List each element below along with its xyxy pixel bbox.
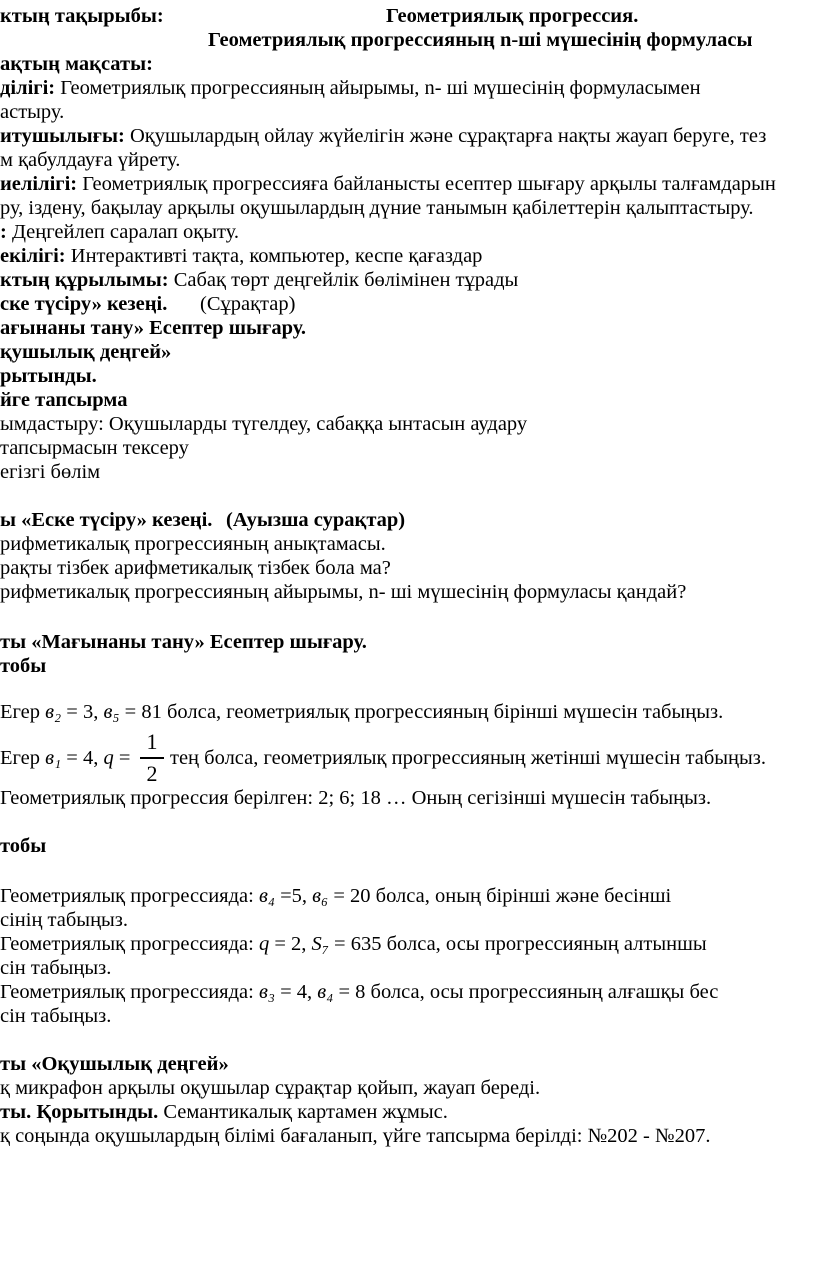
section1-question-2: рақты тізбек арифметикалық тізбек бола ма?: [0, 557, 391, 579]
problem-2-end: тең болса, геометриялық прогрессияның жетінші мүшесін табыңыз.: [170, 747, 766, 769]
final-note: қ соңында оқушылардың білімі бағаланып, үйге тапсырма берілді: №202 - №207.: [0, 1125, 711, 1147]
stage-1-note: (Сұрақтар): [200, 293, 296, 315]
fraction-numerator: 1: [146, 729, 158, 754]
section1-heading: ы «Еске түсіру» кезеңі.: [0, 509, 213, 531]
lesson-equipment: екілігі: Интерактивті тақта, компьютер, кеспе қағаздар: [0, 245, 483, 267]
conclusion: ты. Қорытынды. Семантикалық картамен жұмыс.: [0, 1101, 448, 1123]
course-main-part: егізгі бөлім: [0, 461, 101, 483]
fraction-one-half: [140, 728, 164, 788]
problem-6: Геометриялық прогрессияда: в₃ = 4, в₄ = 8 болса, осы прогрессияның алғашқы бес: [0, 981, 719, 1003]
goal-educational: ділігі: Геометриялық прогрессияның айырымы, n- ші мүшесінің формуласымен: [0, 77, 701, 99]
course-organization: ымдастыру: Оқушыларды түгелдеу, сабаққа ынтасын аудару: [0, 413, 528, 435]
lesson-subtitle: Геометриялық прогрессияның n-ші мүшесінің формуласы: [208, 29, 753, 51]
stage-1: ске түсіру» кезеңі.: [0, 293, 168, 315]
problem-3: Геометриялық прогрессия берілген: 2; 6; 18 … Оның сегізінші мүшесін табыңыз.: [0, 787, 712, 809]
course-homework-check: тапсырмасын тексеру: [0, 437, 189, 459]
lesson-title: Геометриялық прогрессия.: [386, 5, 639, 27]
topic-label: ктың тақырыбы:: [0, 5, 164, 27]
fraction-denominator: 2: [146, 760, 158, 786]
problem-1: Егер в₂ = 3, в₅ = 81 болса, геометриялық прогрессияның бірінші мүшесін табыңыз.: [0, 701, 724, 723]
section3-text: қ микрафон арқылы оқушылар сұрақтар қойып, жауап береді.: [0, 1077, 541, 1099]
lesson-structure: ктың құрылымы: Сабақ төрт деңгейлік бөлімінен тұрады: [0, 269, 519, 291]
section1-question-1: рифметикалық прогрессияның анықтамасы.: [0, 533, 386, 555]
fraction-bar: [140, 757, 164, 759]
group-1-heading: тобы: [0, 655, 47, 677]
goal-developmental-cont: м қабулдауға үйрету.: [0, 149, 181, 171]
stage-2: ағынаны тану» Есептер шығару.: [0, 317, 307, 339]
problem-5-cont: сін табыңыз.: [0, 957, 112, 979]
problem-4: Геометриялық прогрессияда: в₄ =5, в₆ = 20 болса, оның бірінші және бесінші: [0, 885, 672, 907]
stage-homework: йге тапсырма: [0, 389, 128, 411]
section1-question-3: рифметикалық прогрессияның айырымы, n- ші мүшесінің формуласы қандай?: [0, 581, 687, 603]
stage-3: қушылық деңгей»: [0, 341, 172, 363]
problem-4-cont: сінің табыңыз.: [0, 909, 129, 931]
goal-educational-cont: астыру.: [0, 101, 65, 123]
goal-nurturing-cont: ру, іздену, бақылау арқылы оқушылардың дүние танымын қабілеттерін қалыптастыру.: [0, 197, 754, 219]
section1-heading-note: (Ауызша сурақтар): [226, 509, 406, 531]
goal-developmental: итушылығы: Оқушылардың ойлау жүйелігін және сұрақтарға нақты жауап беруге, тез: [0, 125, 767, 147]
section3-heading: ты «Оқушылық деңгей»: [0, 1053, 229, 1075]
lesson-method: : Деңгейлеп саралап оқыту.: [0, 221, 240, 243]
problem-5: Геометриялық прогрессияда: q = 2, S₇ = 635 болса, осы прогрессияның алтыншы: [0, 933, 707, 955]
problem-2-start: Егер в₁ = 4, q =: [0, 747, 131, 769]
goal-nurturing: иелілігі: Геометриялық прогрессияға байланысты есептер шығару арқылы талғамдарын: [0, 173, 776, 195]
problem-6-cont: сін табыңыз.: [0, 1005, 112, 1027]
section2-heading: ты «Мағынаны тану» Есептер шығару.: [0, 631, 367, 653]
goals-heading: ақтың мақсаты:: [0, 53, 153, 75]
group-2-heading: тобы: [0, 835, 47, 857]
stage-4: рытынды.: [0, 365, 97, 387]
